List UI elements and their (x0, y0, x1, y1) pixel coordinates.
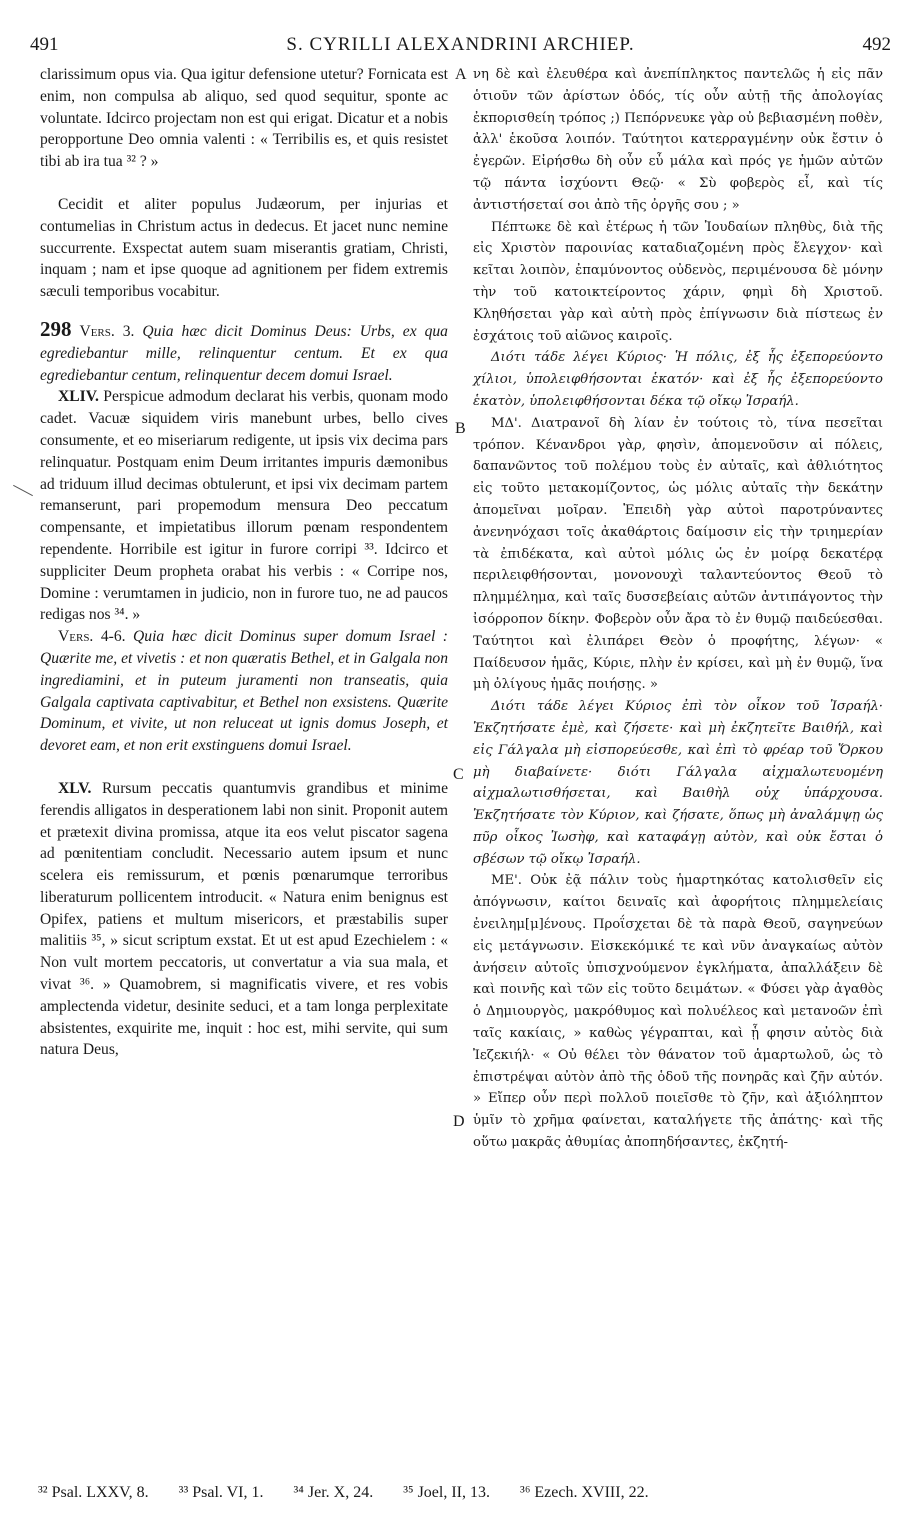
greek-column (473, 64, 883, 1154)
greek-section-45: ΜΕ'. Οὐκ ἐᾷ πάλιν τοὺς ἡμαρτηκότας κατολισθεῖν εἰς ἀπόγνωσιν, καίτοι δειναῖς καὶ ἀφορήτοις πλημμελείαις ἐνειλημ[μ]ένους. Προΐσχεται δὲ τὰ παρὰ Θεοῦ, σαγηνεύων εἰς μετάγνωσιν. Εἰσκεκόμικέ τε καὶ νῦν ἀναγκαίως αὐτὸν ἀνήσειν αὐτοῖς ὑπισχνούμενον ἐγκλήματα, ἀπαλλάξειν δὲ καὶ ποινῆς καὶ τῶν εἰς τοῦτο δειμάτων. « Φύσει γὰρ ἀγαθὸς ὁ Δημιουργὸς, μακρόθυμος καὶ πολυέλεος καὶ μετανοῶν ἐπὶ ταῖς κακίαις, » καθὼς γέγραπται, καὶ ᾗ φησιν αὐτὸς διὰ Ἰεζεκιήλ· « Οὐ θέλει τὸν θάνατον τοῦ ἁμαρτωλοῦ, ὡς τὸ ἐπιστρέψαι αὐτὸν ἀπὸ τῆς ὁδοῦ τῆς πονηρᾶς καὶ ζῆν αὐτόν. » Εἴπερ οὖν περὶ πολλοῦ ποιεῖσθε τὸ ζῆν, καὶ ἀξιόληπτον ὑμῖν τὸ χρῆμα φαίνεται, καταλήγετε τῆς ἀπάτης· καὶ τῆς οὕτω μακρᾶς ἀθυμίας ἀποπηδήσαντες, ἐκζητή- (473, 873, 883, 1151)
footnote: ³⁴ Jer. X, 24. (293, 1484, 374, 1501)
running-header (30, 34, 891, 56)
margin-letter-d: D (453, 1113, 465, 1130)
page-number-right: 492 (862, 34, 891, 55)
column-number: 298 (40, 316, 72, 341)
section-text: Perspicue admodum declarat his verbis, quonam modo cadet. Vacuæ siquidem viris manebunt urbes, bello cives consumente, et eo miseriarum redigente, ut ipsis vix decima pars relinquatur. Postquam enim Deum irritantes impuris dæmonibus ad triduum illud decimas obtulerunt, et ipsi vix decimam partem remanserunt, pari propemodum mensura Deo peccatum compensante, et impietatibus illorum pœnam respondentem rependente. Horribile est igitur in furore corripi ³³. Idcirco et suppliciter Deum propheta orabat his verbis : « Corripe nos, Domine : verumtamen in judicio, non in furore tuo, ne ad paucos redigas nos ³⁴. » (40, 388, 448, 624)
section-label: XLV. (58, 779, 92, 797)
latin-paragraph-1: clarissimum opus via. Qua igitur defensione utetur? Fornicata est enim, non compulsa ab aliquo, sed quod sequitur, sponte ac voluntate. Idcirco projectam non est qui erigat. Dicatur et a nobis peropportune Deo omnia valenti : « Terribilis es, et quis resistet tibi ab ira tua ³² ? » (40, 66, 448, 171)
margin-letter-c: C (453, 766, 464, 783)
latin-verse-4-6 (40, 626, 448, 757)
latin-paragraph-2: Cecidit et aliter populus Judæorum, per injurias et contumelias in Christum actus in dedecus. Et jacet nunc nemine succurrente. Exspectat autem suam miserantis gratiam, Christi, inquam ; nam et ipse quoque ad agnitionem per fidem extremis sæculi temporibus vocabitur. (40, 195, 448, 301)
margin-letter-b: B (455, 420, 466, 437)
verse-text: Quia hæc dicit Dominus super domum Israel : Quærite me, et vivetis : et non quæratis Bethel, et in Galgala non ingrediamini, et in puteum juramenti non transeatis, quia Galgala captivata captivabitur, et Bethel non exsistens. Quærite Dominum, et vivite, ut non reluceat ut ignis domus Joseph, et devoret eam, et non erit exstinguens domui Israel. (40, 628, 448, 755)
latin-section-44 (40, 386, 448, 626)
latin-column (40, 64, 448, 1061)
margin-letter-a: A (455, 66, 467, 83)
footnotes (38, 1484, 884, 1510)
greek-verse-4-6: Διότι τάδε λέγει Κύριος ἐπὶ τὸν οἶκον τοῦ Ἰσραήλ· Ἐκζητήσατε ἐμὲ, καὶ ζήσετε· καὶ μὴ ἐκζητεῖτε Βαιθήλ, καὶ εἰς Γάλγαλα μὴ εἰσπορεύεσθε, καὶ ἐπὶ τὸ φρέαρ τοῦ Ὅρκου μὴ διαβαίνετε· διότι Γάλγαλα αἰχμαλωτευομένη αἰχμαλωτισθήσεται, καὶ Βαιθὴλ οὐχ ὑπάρχουσα. Ἐκζητήσατε τὸν Κύριον, καὶ ζήσατε, ὅπως μὴ ἀναλάμψῃ ὡς πῦρ οἶκος Ἰωσὴφ, καὶ καταφάγῃ αὐτὸν, καὶ οὐκ ἔσται ὁ σβέσων τῷ οἴκῳ Ἰσραήλ. (473, 699, 883, 867)
greek-verse-3: Διότι τάδε λέγει Κύριος· Ἡ πόλις, ἐξ ἧς ἐξεπορεύοντο χίλιοι, ὑπολειφθήσονται ἑκατόν· καὶ ἐξ ἧς ἐξεπορεύοντο ἑκατὸν, ὑπολειφθήσονται δέκα τῷ οἴκῳ Ἰσραήλ. (473, 350, 883, 409)
greek-paragraph-2: Πέπτωκε δὲ καὶ ἑτέρως ἡ τῶν Ἰουδαίων πληθὺς, διὰ τῆς εἰς Χριστὸν παροινίας καταδιαζομένη πρὸς ἔλεγχον· καὶ κεῖται λοιπὸν, ἐπαμύνοντος οὐδενὸς, περιμένουσα δὲ μόνην τὴν τοῦ κατοικτείροντος χάριν, φημὶ δὴ Χριστοῦ. Κληθήσεται γὰρ καὶ αὐτὴ πρὸς ἐπίγνωσιν διὰ πίστεως ἐν ἐσχάτοις τοῦ αἰῶνος καιροῖς. (473, 219, 883, 344)
page-number-left: 491 (30, 34, 59, 55)
latin-section-45 (40, 778, 448, 1061)
greek-paragraph-1: νη δὲ καὶ ἐλευθέρα καὶ ἀνεπίπληκτος παντελῶς ἡ εἰς πᾶν ὁτιοῦν τῶν ἀρίστων ὁδός, τίς οὖν αὐτῇ τῆς ἀπολογίας ἐκπορισθείη τρόπος ;) Πεπόρνευκε γὰρ οὐ βεβιασμένη ποθὲν, ἀλλ' ἑκοῦσα λοιπόν. Ταύτητοι κατερραγμένην οὐκ ἔστιν ὁ ἐγερῶν. Εἰρήσθω δὴ οὖν εὖ μάλα καὶ πρός γε ἡμῶν αὐτῶν τῷ πάντα ἰσχύοντι Θεῷ· « Σὺ φοβερὸς εἶ, καὶ τίς ἀντιστήσεταί σοι ἀπὸ τῆς ὀργῆς σου ; » (473, 67, 883, 213)
footnote: ³⁵ Joel, II, 13. (403, 1484, 491, 1501)
verse-label: Vers. 4-6. (58, 628, 126, 646)
footnote: ³³ Psal. VI, 1. (178, 1484, 264, 1501)
verse-label: Vers. 3. (79, 322, 135, 340)
section-text: Rursum peccatis quantumvis grandibus et minime ferendis alligatos in desperationem labi non sinit. Proponit autem et prætexit divina promissa, atque ita eos velut piscator sagena ad pœnitentiam concludit. Necessario autem ipsum et nunc scelera eis remissurum, et pœnis pœnarumque terroribus liberaturum pollicentem introducit. « Natura enim benignus est Opifex, patiens et multum misericors, et præstabilis super malitiis ³⁵, » sicut scriptum exstat. Et ut est apud Ezechielem : « Non vult mortem peccatoris, ut convertatur a via sua mala, et vivat ³⁶. » Quamobrem, si magnificatis vivere, et res vobis amplectenda videtur, desinite seduci, et a tam longa perplexitate absistentes, exquirite me, inquit : hoc est, mihi servite, qui sum natura Deus, (40, 779, 448, 1059)
footnote: ³² Psal. LXXV, 8. (38, 1484, 149, 1501)
running-title: S. CYRILLI ALEXANDRINI ARCHIEP. (286, 34, 635, 55)
margin-mark (13, 485, 33, 496)
greek-section-44: ΜΔ'. Διατρανοῖ δὴ λίαν ἐν τούτοις τὸ, τίνα πεσεῖται τρόπον. Κένανδροι γὰρ, φησὶν, ἀπομενοῦσιν αἱ πόλεις, δαπανῶντος τοῦ πολέμου τοὺς ἐν αὐταῖς, καὶ ἀθλιότητος εἰς τοῦτο μετακομίζοντος, ὡς μόλις αὐταῖς τὴν δεκάτην ἀπομεῖναι μοῖραν. Ἐπειδὴ γὰρ αὐτοὶ παροτρύναντες ἀνενηνόχασι τοῖς ἀκαθάρτοις δαίμοσιν εἰς τὴν τριημερίαν τὰ ἐπιδέκατα, καὶ αὐτοὶ μόλις ὡς ἐν μοίρᾳ δεκατέρᾳ περιλειφθήσονται, μονονουχὶ ταλαντεύοντος Θεοῦ τὸ πλημμέλημα, καὶ ταῖς δυσσεβείαις αὐτῶν ἀντιπάγοντος τὴν ἰσόρροπον δίκην. Φοβερὸν οὖν ἄρα τὸ ἐν θυμῷ παιδεύεσθαι. Ταύτητοι καὶ ἐλιπάρει Θεὸν ὁ προφήτης, λέγων· « Παίδευσον ἡμᾶς, Κύριε, πλὴν ἐν κρίσει, καὶ μὴ ἐν θυμῷ, ἵνα μὴ ὀλίγους ἡμᾶς ποιήσῃς. » (473, 415, 883, 693)
latin-verse-3 (40, 316, 448, 386)
footnote: ³⁶ Ezech. XVIII, 22. (520, 1484, 649, 1501)
section-label: XLIV. (58, 388, 99, 406)
verse-text: Quia hæc dicit Dominus Deus: Urbs, ex qua egrediebantur mille, relinquentur centum. Et ex qua egrediebantur centum, relinquentur decem domui Israel. (40, 322, 448, 384)
